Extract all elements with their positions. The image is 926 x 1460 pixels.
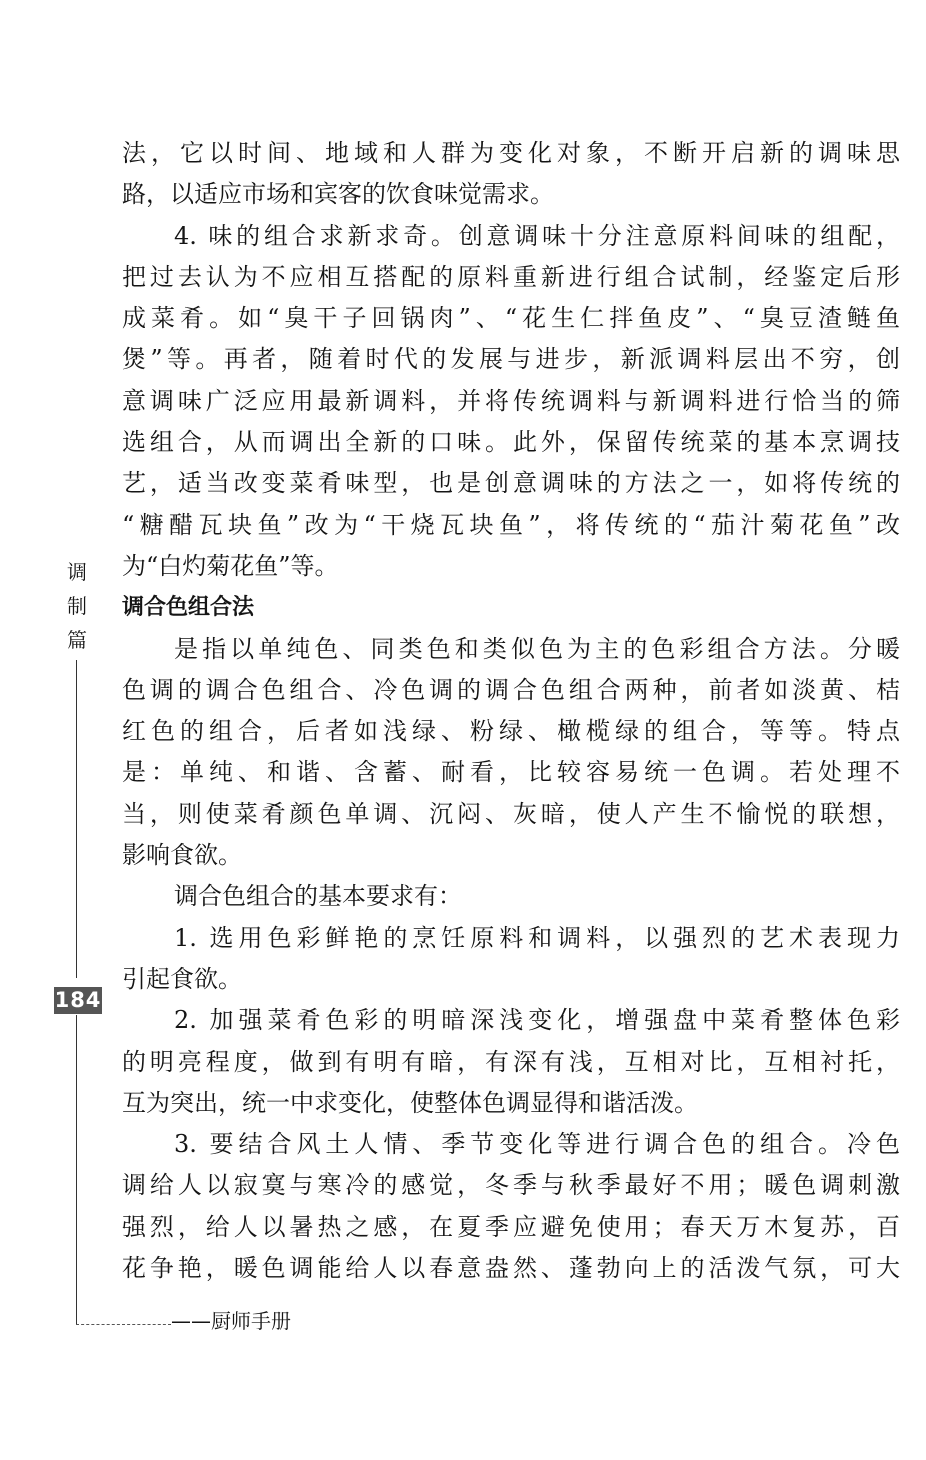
text-line: “糖醋瓦块鱼”改为“干烧瓦块鱼”，将传统的“茄汁菊花鱼”改 — [122, 510, 900, 539]
text-line: 2. 加强菜肴色彩的明暗深浅变化，增强盘中菜肴整体色彩 — [174, 1006, 900, 1035]
side-section-title — [64, 555, 90, 657]
footer-title: ——厨师手册 — [171, 1309, 291, 1333]
text-line: 的明亮程度，做到有明有暗，有深有浅，互相对比，互相衬托， — [122, 1047, 900, 1076]
text-line: 路，以适应市场和宾客的饮食味觉需求。 — [122, 180, 554, 209]
text-line: 当，则使菜肴颜色单调、沉闷、灰暗，使人产生不愉悦的联想， — [122, 799, 900, 828]
side-title-char: 篇 — [67, 628, 87, 652]
text-line: 影响食欲。 — [122, 841, 242, 870]
page-number: 184 — [54, 988, 102, 1012]
side-rule-upper — [76, 660, 77, 978]
text-line: 色调的调合色组合、冷色调的调合色组合两种，前者如淡黄、桔 — [122, 675, 900, 704]
text-line: 艺，适当改变菜肴味型，也是创意调味的方法之一，如将传统的 — [122, 469, 900, 498]
text-line: 引起食欲。 — [122, 964, 242, 993]
text-line: 把过去认为不应相互搭配的原料重新进行组合试制，经鉴定后形 — [122, 262, 900, 291]
text-line: 4. 味的组合求新求奇。创意调味十分注意原料间味的组配， — [174, 221, 900, 250]
text-line: 是指以单纯色、同类色和类似色为主的色彩组合方法。分暖 — [174, 634, 900, 663]
text-line: 选组合，从而调出全新的口味。此外，保留传统菜的基本烹调技 — [122, 428, 900, 457]
text-line: 3. 要结合风土人情、季节变化等进行调合色的组合。冷色 — [174, 1130, 900, 1159]
text-line: 法，它以时间、地域和人群为变化对象，不断开启新的调味思 — [122, 139, 900, 167]
side-title-char: 制 — [67, 594, 87, 618]
text-line: 红色的组合，后者如浅绿、粉绿、橄榄绿的组合，等等。特点 — [122, 717, 900, 746]
text-line: 调合色组合的基本要求有： — [174, 882, 462, 911]
side-rule-lower — [76, 1015, 77, 1325]
text-line: 调给人以寂寞与寒冷的感觉，冬季与秋季最好不用；暖色调刺激 — [122, 1171, 900, 1200]
text-line: 1. 选用色彩鲜艳的烹饪原料和调料，以强烈的艺术表现力 — [174, 923, 900, 952]
side-title-char: 调 — [67, 560, 87, 584]
text-line: 煲”等。再者，随着时代的发展与进步，新派调料层出不穷，创 — [122, 345, 900, 374]
text-line: 意调味广泛应用最新调料，并将传统调料与新调料进行恰当的筛 — [122, 386, 900, 415]
body-text — [122, 133, 900, 1289]
text-line: 互为突出，统一中求变化，使整体色调显得和谐活泼。 — [122, 1088, 698, 1117]
text-line: 成菜肴。如“臭干子回锅肉”、“花生仁拌鱼皮”、“臭豆渣鲢鱼 — [122, 304, 900, 333]
text-line: 花争艳，暖色调能给人以春意盎然、蓬勃向上的活泼气氛，可大 — [122, 1254, 900, 1283]
footer-rule — [76, 1324, 171, 1325]
section-heading: 调合色组合法 — [122, 595, 255, 621]
text-line: 为“白灼菊花鱼”等。 — [122, 551, 339, 580]
text-line: 是：单纯、和谐、含蓄、耐看，比较容易统一色调。若处理不 — [122, 758, 900, 787]
text-line: 强烈，给人以暑热之感，在夏季应避免使用；春天万木复苏，百 — [122, 1212, 900, 1241]
